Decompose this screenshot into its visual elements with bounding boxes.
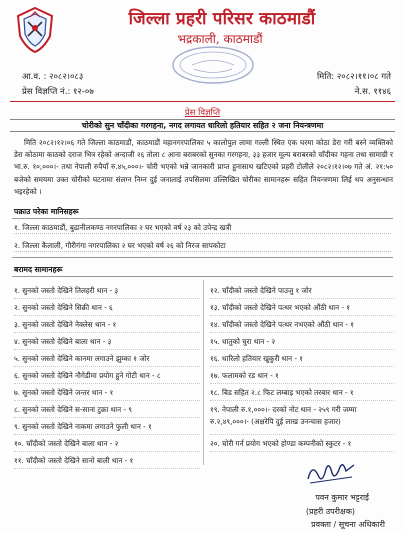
office-stamp-icon <box>170 44 256 86</box>
handwritten-signature-icon <box>302 455 360 491</box>
recovered-items-left <box>14 282 200 469</box>
section-divider <box>12 257 393 258</box>
recovered-item: ६. सुनको जस्तो देखिने नौगेडीमा प्रयोग हुने गोटी थान - ८ <box>14 367 200 384</box>
arrested-heading: पक्राउ परेका मानिसहरू <box>14 207 79 216</box>
recovered-item: १३. चाँदीको जस्तो देखिने पत्थर भएको औंठी थान - १ <box>210 299 394 316</box>
section-divider <box>12 218 393 219</box>
recovered-item: २०. चोरी गर्न प्रयोग भएको होण्डा कम्पनीको स्कुटर - १ <box>210 435 394 452</box>
recovered-item: ५. सुनको जस्तो देखिने कानमा लगाउने झुम्का १ जोर <box>14 350 200 367</box>
recovered-item: २. सुनको जस्तो देखिने सिक्री थान - ६ <box>14 299 200 316</box>
recovered-item: १५. धातुको चुरा थान - २ <box>210 333 394 350</box>
recovered-heading: बरामद सामानहरू <box>14 265 63 274</box>
incident-paragraph: मिति २०८२।१२।०६ गते जिल्ला काठमाडौं, काठमाडौं महानगरपालिका ५ कालोपुल लामा गल्ली स्थित एक घरमा कोठा डेरा गरी बस्ने व्यक्तिको डेरा कोठामा काठको दराज भित्र रहेको अन्दाजी २६ तोला ८ आना बराबरको सुनका गरगहना, ३३ हजार मूल्य बराबरको चाँदीका गहना तथा सामाग्री र भा.रु. १०,०००।- तथा नेपाली रुपैयाँ रु.४५,०००।- चोरी भएको भन्ने जानकारी प्राप्त हुनासाथ खटिएको प्रहरी टोलीले २०८२।१२।०७ गते अं. २१:५० बजेको समयमा उक्त चोरीको घटनामा संलग्न निम्न दुई जनालाई तपसिलमा उल्लिखित चोरीका सामानहरू सहित नियन्त्रणमा लिई थप अनुसन्धान भइरहेको । <box>14 138 393 196</box>
signatory-title: प्रवक्ता / सूचना अधिकारी <box>311 520 385 529</box>
signatory-rank: (प्रहरी उपरीक्षक) <box>305 507 355 516</box>
recovered-item: १. सुनको जस्तो देखिने तिलहरी थान - ३ <box>14 282 200 299</box>
recovered-item: ११. चाँदीको जस्तो देखिने सानो बाली थान - १ <box>14 452 200 469</box>
recovered-item: ७. सुनको जस्तो देखिने जन्तर थान - १ <box>14 384 200 401</box>
recovered-item: ९. सुनको जस्तो देखिने नाकमा लगाउने फुली थान - १ <box>14 418 200 435</box>
arrested-person-2: २. जिल्ला कैलाली, गौरीगंगा नगरपालिका २ घर भएको वर्ष २६ को निरज सापकोटा <box>14 239 391 252</box>
recovered-item: १२. चाँदीको जस्तो देखिने पाउजु १ जोर <box>210 282 394 299</box>
fiscal-year: आ.व. : २०८२।०८३ <box>22 72 84 82</box>
press-release-label: प्रेस विज्ञप्ति <box>184 108 221 118</box>
header-divider <box>10 101 395 102</box>
nepal-police-emblem-icon <box>14 6 56 54</box>
press-note-number: प्रेस विज्ञप्ति नं.: १२-०७ <box>22 87 94 97</box>
recovered-item: १७. फलामको रड थान - १ <box>210 367 394 384</box>
recovered-item: १८. बिड सहित २.८ फिट लम्बाइ भएको तरबार थान - १ <box>210 384 394 401</box>
org-title: जिल्ला प्रहरी परिसर काठमाडौं <box>128 9 316 29</box>
arrested-person-1: १. जिल्ला काठमाडौं, बुढानीलकण्ठ नगरपालिका २ घर भएको वर्ष २३ को उपेन्द्र खत्री <box>14 221 391 234</box>
recovered-item: ४. सुनको जस्तो देखिने बाला थान - ३ <box>14 333 200 350</box>
recovered-items-right <box>210 282 394 452</box>
issue-date: मिति: २०८२।११।०८ गते <box>316 72 391 82</box>
nepal-sambat-year: ने.स. ११४६ <box>354 87 391 97</box>
recovered-item: १०. चाँदीको जस्तो देखिने बाला थान - २ <box>14 435 200 452</box>
column-divider <box>203 280 204 465</box>
recovered-item: १६. धारिलो हतियार खुकुरी थान - १ <box>210 350 394 367</box>
recovered-item: ३. सुनको जस्तो देखिने नेक्लेस थान - १ <box>14 316 200 333</box>
headline: चोरीको सुन चाँदीका गरगहना, नगद लगायत धारिलो हतियार सहित २ जना नियन्त्रणमा <box>10 119 395 132</box>
recovered-item: १९. नेपाली रु.१,०००।- दरको नोट थान - २५९ गरी जम्मा रु.२,४९,०००।- (अक्षरेपि दुई लाख उनन्चास हजार) <box>210 401 394 435</box>
recovered-item: १४. चाँदीको जस्तो देखिने पत्थर नभएको औंठी थान - १ <box>210 316 394 333</box>
body-paragraph <box>14 137 393 198</box>
signatory-name: पवन कुमार भट्टराई <box>315 493 369 502</box>
org-location: भद्रकाली, काठमाडौं <box>177 32 263 46</box>
section-divider <box>12 276 393 277</box>
recovered-item: ८. सुनको जस्तो देखिने स-साना टुक्रा थान - ९ <box>14 401 200 418</box>
